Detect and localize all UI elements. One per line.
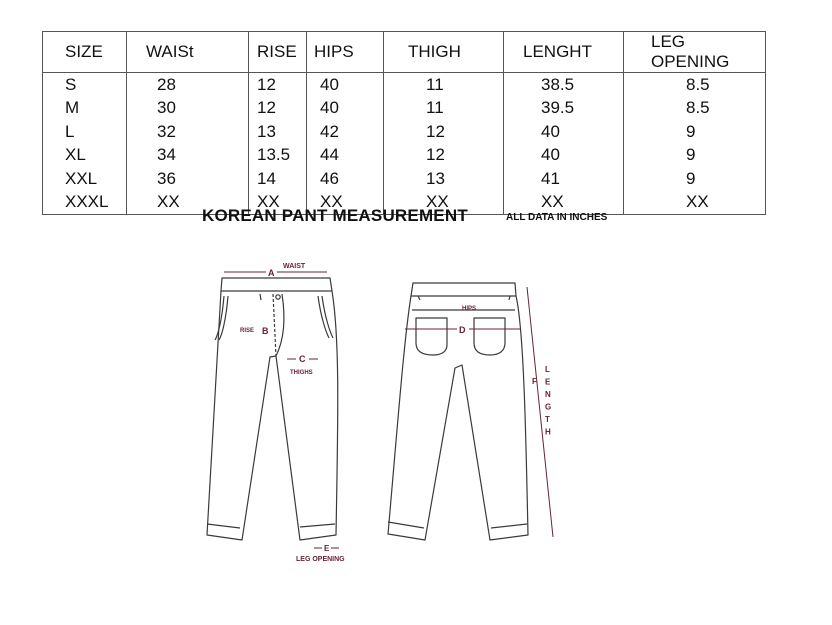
table-cell: 12 xyxy=(384,144,504,168)
table-cell: XXXL xyxy=(43,191,127,215)
header-rise: RISE xyxy=(249,32,307,73)
back-pant-outline xyxy=(388,283,528,540)
length-letter: E xyxy=(545,377,551,387)
table-cell: 30 xyxy=(127,97,249,121)
table-cell: XX xyxy=(504,191,624,215)
header-waist: WAISt xyxy=(127,32,249,73)
table-cell: XX xyxy=(384,191,504,215)
table-cell: XX xyxy=(307,191,384,215)
label-thighs: THIGHS xyxy=(290,370,313,376)
table-cell: 40 xyxy=(307,73,384,97)
table-cell: M xyxy=(43,97,127,121)
table-cell: 9 xyxy=(624,167,766,191)
table-cell: 12 xyxy=(249,73,307,97)
table-cell: 9 xyxy=(624,144,766,168)
label-hips: HIPS xyxy=(462,306,477,312)
table-cell: 39.5 xyxy=(504,97,624,121)
label-e: E xyxy=(324,544,330,553)
table-cell: 40 xyxy=(504,144,624,168)
length-letter: G xyxy=(545,402,552,412)
chart-title: KOREAN PANT MEASUREMENT xyxy=(202,206,468,225)
units-note: ALL DATA IN INCHES xyxy=(506,212,608,223)
label-b: B xyxy=(262,326,269,336)
table-cell: 44 xyxy=(307,144,384,168)
table-cell: XX xyxy=(624,191,766,215)
table-cell: XL xyxy=(43,144,127,168)
label-waist: WAIST xyxy=(283,263,306,270)
table-cell: 8.5 xyxy=(624,97,766,121)
table-cell: L xyxy=(43,120,127,144)
header-hips: HIPS xyxy=(307,32,384,73)
table-cell: S xyxy=(43,73,127,97)
table-cell: 13 xyxy=(249,120,307,144)
label-rise: RISE xyxy=(240,328,255,334)
table-cell: 13 xyxy=(384,167,504,191)
header-size: SIZE xyxy=(43,32,127,73)
table-cell: 9 xyxy=(624,120,766,144)
table-cell: 32 xyxy=(127,120,249,144)
label-f: F xyxy=(532,377,537,386)
table-cell: 46 xyxy=(307,167,384,191)
front-pant-outline xyxy=(207,278,338,540)
button-icon xyxy=(276,295,280,299)
table-cell: 12 xyxy=(384,120,504,144)
header-leg-opening: LEG OPENING xyxy=(624,32,766,73)
table-cell: 38.5 xyxy=(504,73,624,97)
table-cell: 41 xyxy=(504,167,624,191)
table-cell: 13.5 xyxy=(249,144,307,168)
table-cell: XX xyxy=(127,191,249,215)
label-a: A xyxy=(268,268,275,278)
table-cell: 14 xyxy=(249,167,307,191)
table-cell: XX xyxy=(249,191,307,215)
length-letter: N xyxy=(545,390,551,399)
table-cell: 12 xyxy=(249,97,307,121)
table-cell: 40 xyxy=(307,97,384,121)
table-cell: XXL xyxy=(43,167,127,191)
table-cell: 42 xyxy=(307,120,384,144)
table-cell: 8.5 xyxy=(624,73,766,97)
table-cell: 11 xyxy=(384,73,504,97)
length-letter: T xyxy=(545,415,550,424)
length-line xyxy=(527,287,553,537)
label-d: D xyxy=(459,325,466,335)
table-cell: 34 xyxy=(127,144,249,168)
table-cell: 36 xyxy=(127,167,249,191)
header-length: LENGHT xyxy=(504,32,624,73)
label-leg-opening: LEG OPENING xyxy=(296,556,345,563)
length-letter: H xyxy=(545,427,551,437)
label-c: C xyxy=(299,354,306,364)
header-thigh: THIGH xyxy=(384,32,504,73)
table-cell: 40 xyxy=(504,120,624,144)
length-letter: L xyxy=(545,365,550,374)
length-vertical-label xyxy=(545,365,551,437)
table-cell: 11 xyxy=(384,97,504,121)
table-cell: 28 xyxy=(127,73,249,97)
